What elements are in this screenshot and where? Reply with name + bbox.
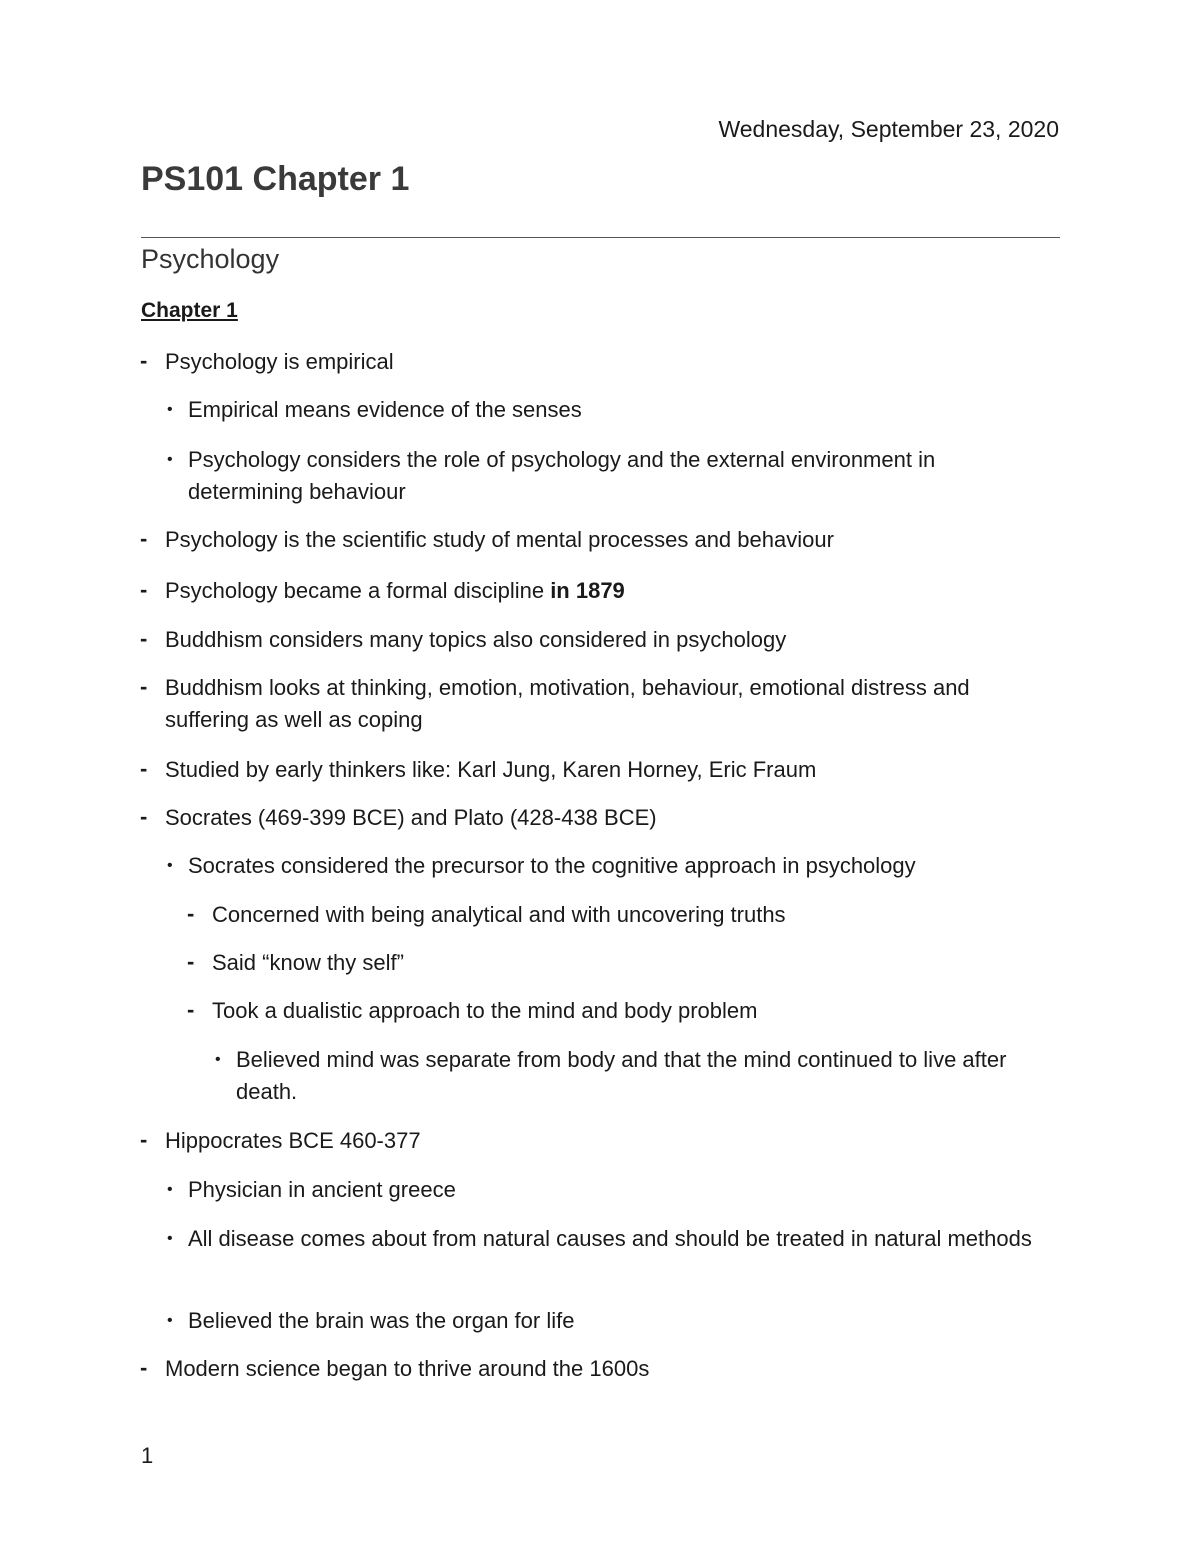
section-heading: Psychology <box>141 244 280 274</box>
dot-bullet-icon: • <box>167 1181 173 1198</box>
list-item <box>167 1174 1048 1206</box>
list-item <box>167 850 1048 882</box>
list-item <box>167 1223 1048 1255</box>
list-item-bold-text: in 1879 <box>550 578 625 603</box>
title-divider <box>141 237 1060 238</box>
list-item-text: Buddhism looks at thinking, emotion, motivation, behaviour, emotional distress and suffering as well as coping <box>165 675 970 732</box>
list-item-text: Psychology is empirical <box>165 349 394 374</box>
list-item <box>187 947 1042 979</box>
list-item-text: Socrates (469-399 BCE) and Plato (428-438 BCE) <box>165 805 657 830</box>
list-item-text: Psychology became a formal discipline <box>165 578 551 603</box>
dot-bullet-icon: • <box>167 451 173 468</box>
chapter-heading: Chapter 1 <box>141 299 238 322</box>
dot-bullet-icon: • <box>167 1312 173 1329</box>
list-item <box>167 394 1048 426</box>
dash-bullet-icon: - <box>140 526 148 551</box>
dash-bullet-icon: - <box>140 756 148 781</box>
list-item <box>140 346 1055 378</box>
dot-bullet-icon: • <box>167 1230 173 1247</box>
dash-bullet-icon: - <box>187 901 195 926</box>
list-item <box>167 444 1048 508</box>
list-item-text: Studied by early thinkers like: Karl Jung, Karen Horney, Eric Fraum <box>165 757 817 782</box>
dot-bullet-icon: • <box>215 1051 221 1068</box>
list-item <box>140 624 1055 656</box>
dash-bullet-icon: - <box>140 348 148 373</box>
list-item-text: Took a dualistic approach to the mind and body problem <box>212 998 758 1023</box>
list-item-text: Psychology considers the role of psychology and the external environment in determining behaviour <box>188 447 936 504</box>
list-item <box>140 524 1055 556</box>
dot-bullet-icon: • <box>167 401 173 418</box>
list-item-text: Buddhism considers many topics also considered in psychology <box>165 627 787 652</box>
dash-bullet-icon: - <box>140 626 148 651</box>
list-item <box>215 1044 1036 1108</box>
list-item <box>140 575 1055 607</box>
list-item-text: Physician in ancient greece <box>188 1177 456 1202</box>
list-item-text: Hippocrates BCE 460-377 <box>165 1128 421 1153</box>
list-item <box>187 995 1042 1027</box>
dash-bullet-icon: - <box>187 997 195 1022</box>
page-number: 1 <box>141 1443 154 1468</box>
list-item <box>187 899 1042 931</box>
document-title: PS101 Chapter 1 <box>141 160 410 198</box>
list-item <box>167 1305 1048 1337</box>
dash-bullet-icon: - <box>187 949 195 974</box>
list-item-text: Socrates considered the precursor to the cognitive approach in psychology <box>188 853 916 878</box>
list-item <box>140 802 1055 834</box>
list-item-text: Believed mind was separate from body and that the mind continued to live after death. <box>236 1047 1007 1104</box>
list-item-text: Psychology is the scientific study of mental processes and behaviour <box>165 527 834 552</box>
list-item-text: Modern science began to thrive around the 1600s <box>165 1356 650 1381</box>
list-item-text: All disease comes about from natural causes and should be treated in natural methods <box>188 1226 1032 1251</box>
list-item-text: Believed the brain was the organ for life <box>188 1308 575 1333</box>
dot-bullet-icon: • <box>167 857 173 874</box>
list-item <box>140 1125 1055 1157</box>
dash-bullet-icon: - <box>140 674 148 699</box>
dash-bullet-icon: - <box>140 804 148 829</box>
list-item-text: Concerned with being analytical and with uncovering truths <box>212 902 786 927</box>
list-item <box>140 672 1055 736</box>
document-date: Wednesday, September 23, 2020 <box>718 116 1059 142</box>
dash-bullet-icon: - <box>140 1355 148 1380</box>
list-item <box>140 754 1055 786</box>
dash-bullet-icon: - <box>140 577 148 602</box>
dash-bullet-icon: - <box>140 1127 148 1152</box>
list-item-text: Said “know thy self” <box>212 950 404 975</box>
list-item-text: Empirical means evidence of the senses <box>188 397 582 422</box>
list-item <box>140 1353 1055 1385</box>
